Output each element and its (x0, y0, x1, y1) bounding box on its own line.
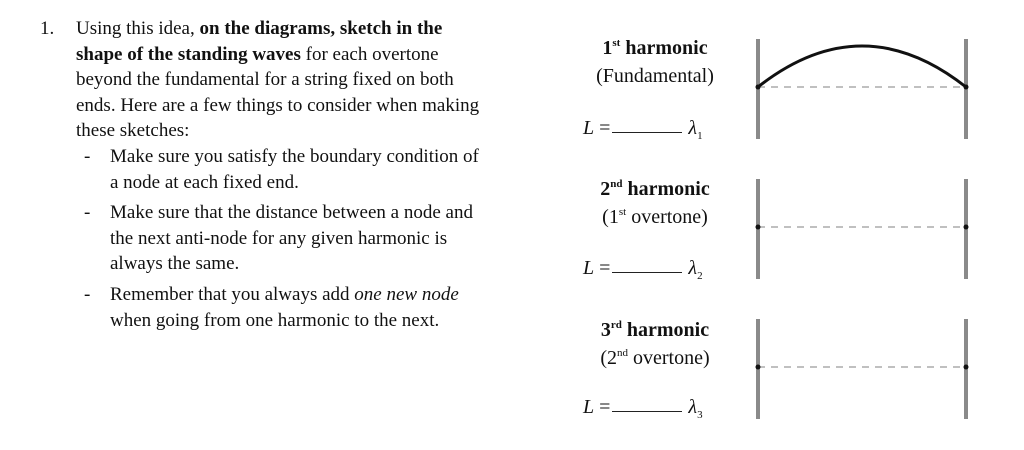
length-symbol: L (583, 396, 595, 418)
left-node-dot (756, 225, 761, 230)
subtitle-text: (2 (600, 347, 618, 369)
text-run: when going from one harmonic to the next. (110, 309, 440, 331)
bullet-dash: - (84, 284, 91, 305)
length-symbol: L (583, 257, 595, 279)
text-run: Remember that you always add (110, 284, 355, 305)
italic-text: one new node (354, 284, 459, 305)
subtitle-text: overtone) (628, 347, 710, 369)
right-node-dot (964, 225, 969, 230)
equals-sign: = (599, 396, 611, 418)
subscript-text: 1 (697, 130, 703, 142)
text-run: these sketches: (76, 120, 190, 141)
text-run: beyond the fundamental for a string fixed on both (76, 69, 454, 90)
subscript-text: 2 (697, 270, 703, 282)
bullet-dash: - (84, 146, 91, 167)
harmonic-word: harmonic (625, 37, 708, 59)
equals-sign: = (599, 117, 611, 139)
harmonic-number: 1 (602, 37, 613, 59)
left-node-dot (756, 365, 761, 370)
ordinal-text: nd (617, 347, 629, 359)
text-run: always the same. (110, 253, 240, 274)
subtitle-text: (Fundamental) (596, 65, 714, 87)
ordinal-text: nd (610, 178, 623, 190)
bullet-dash: - (84, 202, 91, 223)
lambda-symbol: λ (688, 117, 698, 139)
ordinal-text: st (618, 206, 627, 218)
subtitle-text: (1 (602, 206, 619, 228)
text-run: Make sure that the distance between a node and (110, 202, 473, 223)
text-run: for each overtone (300, 43, 439, 65)
harmonic-number: 3 (600, 319, 611, 341)
lambda-symbol: λ (688, 257, 698, 279)
text-run: a node at each fixed end. (110, 171, 299, 193)
bold-text: on the diagrams, sketch in the (199, 18, 443, 39)
question-number: 1. (40, 18, 55, 39)
standing-wave-curve (758, 46, 966, 87)
text-run: Make sure you satisfy the boundary condition of (110, 146, 479, 167)
left-node-dot (756, 85, 761, 90)
harmonic-number: 2 (600, 178, 611, 200)
ordinal-text: rd (610, 319, 622, 331)
length-symbol: L (583, 117, 595, 139)
right-node-dot (964, 85, 969, 90)
subtitle-text: overtone) (626, 206, 708, 228)
lambda-symbol: λ (688, 396, 698, 418)
equals-sign: = (599, 257, 611, 279)
harmonic-word: harmonic (626, 319, 710, 341)
ordinal-text: st (612, 37, 621, 49)
text-run: the next anti-node for any given harmonic is (110, 227, 448, 249)
text-run: Using this idea, (76, 18, 200, 39)
harmonic-word: harmonic (627, 178, 710, 200)
text-run: ends. Here are a few things to consider when making (76, 94, 480, 116)
subscript-text: 3 (697, 409, 703, 421)
right-node-dot (964, 365, 969, 370)
bold-text: shape of the standing waves (76, 43, 301, 65)
